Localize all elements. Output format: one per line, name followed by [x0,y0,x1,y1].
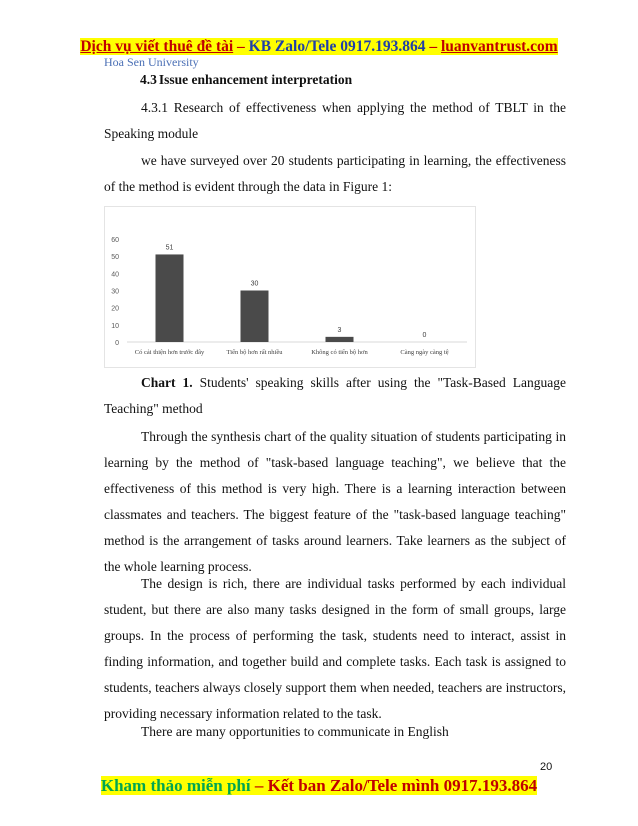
university-label: Hoa Sen University [104,55,199,69]
paragraph-survey: we have surveyed over 20 students participating in learning, the effectiveness of the method is evident through the data in Figure 1: [104,153,566,194]
site-link[interactable]: luanvantrust.com [440,38,558,55]
chart-svg [105,207,475,367]
bar [326,337,354,342]
section-number: 4.3 [140,72,157,87]
paragraph-opportunities: There are many opportunities to communicate in English [141,724,449,739]
banner-separator: – [233,38,249,55]
caption-label: Chart 1. [141,375,193,390]
section-heading [140,72,352,88]
bar [156,254,184,342]
data-label: 51 [165,244,174,252]
contact-text: KB Zalo/Tele 0917.193.864 [248,38,426,55]
top-banner [0,38,638,56]
page-number: 20 [540,761,553,773]
y-tick-label: 0 [115,340,119,347]
bar [241,291,269,343]
y-tick-label: 50 [111,254,119,262]
data-label: 3 [337,326,342,334]
banner-separator: – [425,38,441,55]
y-tick-label: 20 [111,305,119,313]
x-tick-label: Không có tiến bộ hơn [311,349,368,356]
caption-text: Students' speaking skills after using the "Task-Based Language Teaching" method [104,375,566,416]
data-label: 0 [422,332,427,339]
y-tick-label: 30 [111,288,119,296]
bar-chart [104,206,476,368]
paragraph-design: The design is rich, there are individual tasks performed by each individual student, but there are also many tasks designed in the form of small groups, large groups. In the process of performing the task, students need to interact, assist in finding information, and together build and complete tasks. Each task is assigned to students, teachers always closely support them when needed, teachers are instructors, providing necessary information related to the task. [104,576,566,721]
y-tick-label: 10 [111,322,119,330]
chart-caption [104,370,566,422]
section-title: Issue enhancement interpretation [158,72,353,87]
y-tick-label: 40 [111,271,119,279]
x-tick-label: Tiến bộ hơn rất nhiều [226,349,283,356]
footer-contact-link[interactable]: Kết ban Zalo/Tele mình 0917.193.864 [267,776,538,795]
banner-highlight [80,38,557,55]
x-tick-label: Có cải thiện hơn trước đây [134,349,205,356]
free-link[interactable]: Kham thảo miễn phí [100,776,251,795]
service-link[interactable]: Dịch vụ viết thuê đề tài [80,38,234,55]
footer-highlight [101,776,537,795]
paragraph-synthesis: Through the synthesis chart of the quality situation of students participating in learning by the method of "task-based language teaching", we believe that the effectiveness of this method is very high. There is a learning interaction between classmates and teachers. The biggest feature of the "task-based language teaching" method is the arrangement of tasks around learners. Take learners as the subject of the whole learning process. [104,429,566,574]
footer-separator: – [250,776,268,795]
x-tick-label: Càng ngày càng tệ [400,349,449,356]
data-label: 30 [250,280,259,288]
paragraph-subsection: 4.3.1 Research of effectiveness when applying the method of TBLT in the Speaking module [104,100,566,141]
bottom-banner [0,776,638,796]
y-tick-label: 60 [111,237,119,244]
